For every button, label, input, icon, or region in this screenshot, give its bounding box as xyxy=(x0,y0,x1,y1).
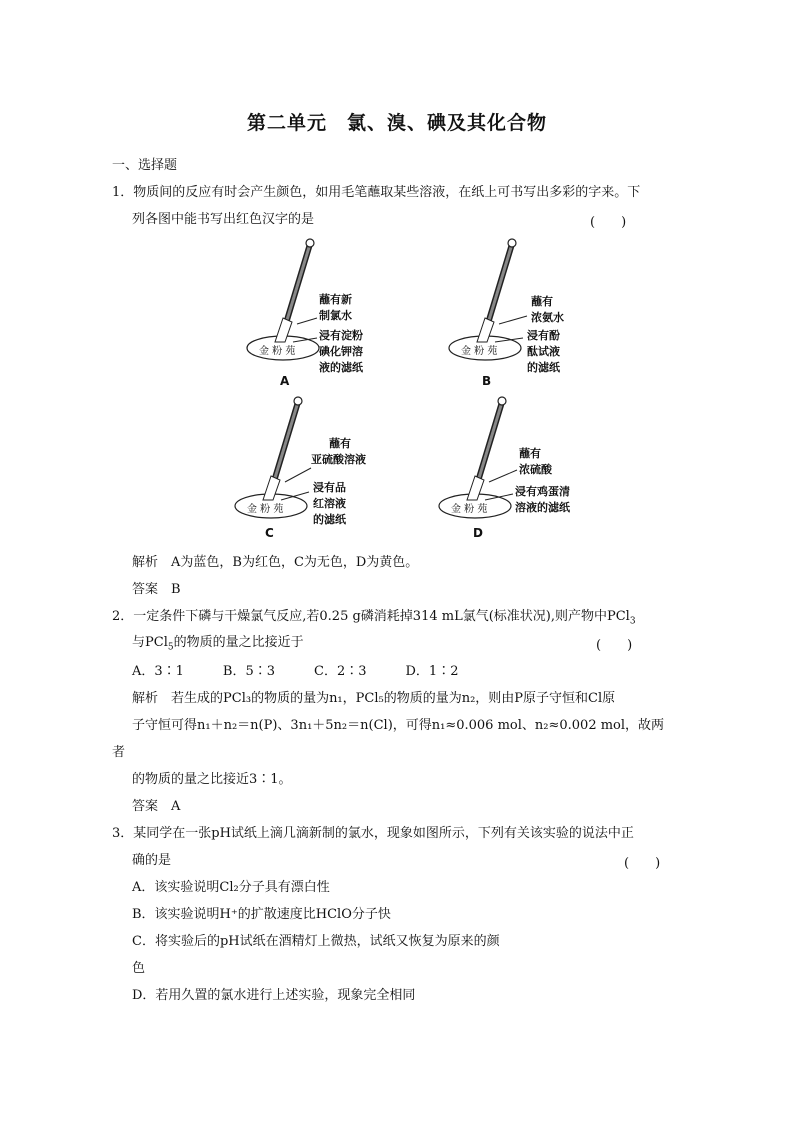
figure-c xyxy=(233,396,433,546)
annotation-top: 蘸有 浓氨水 xyxy=(531,295,564,324)
oval-label: 金 粉 苑 xyxy=(247,504,284,515)
q2-answer-bracket: ( ) xyxy=(596,638,633,653)
q1-stem-line2: 列各图中能书写出红色汉字的是 xyxy=(132,212,315,227)
q3-option-b: B．该实验说明H⁺的扩散速度比HClO分子快 xyxy=(132,907,391,922)
figure-letter: B xyxy=(482,374,492,388)
figure-b xyxy=(447,238,627,388)
q2-analysis-line2: 子守恒可得n₁＋n₂＝n(P)、3n₁＋5n₂＝n(Cl)，可得n₁≈0.006 mol、n₂≈0.002 mol，故两 xyxy=(132,718,665,733)
q1-stem-line1: 1．物质间的反应有时会产生颜色，如用毛笔蘸取某些溶液，在纸上可书写出多彩的字来。下 xyxy=(112,185,641,200)
oval-label: 金 粉 苑 xyxy=(451,504,488,515)
q2-analysis-line3: 者 xyxy=(112,745,126,760)
annotation-top: 蘸有 亚硫酸溶液 xyxy=(311,437,366,466)
annotation-bottom: 浸有鸡蛋清 溶液的滤纸 xyxy=(515,485,570,514)
q3-option-a: A．该实验说明Cl₂分子具有漂白性 xyxy=(132,880,330,895)
annotation-bottom: 浸有品 红溶液 的滤纸 xyxy=(313,481,346,526)
q2-stem-line2: 与PCl$_5$的物质的量之比接近于 xyxy=(132,635,304,653)
oval-label: 金 粉 苑 xyxy=(259,346,296,357)
q2-analysis-line4: 的物质的量之比接近3∶1。 xyxy=(132,772,292,787)
q2-options: A．3∶1 B．5∶3 C．2∶3 D．1∶2 xyxy=(132,664,459,679)
figure-letter: C xyxy=(265,526,274,540)
annotation-bottom: 浸有淀粉 碘化钾溶 液的滤纸 xyxy=(319,329,363,374)
q1-analysis: 解析 A为蓝色，B为红色，C为无色，D为黄色。 xyxy=(132,555,419,570)
q1-answer: 答案 B xyxy=(132,582,181,597)
annotation-bottom: 浸有酚 酞试液 的滤纸 xyxy=(527,329,560,374)
q2-stem-line1: 2．一定条件下磷与干燥氯气反应,若0.25 g磷消耗掉314 mL氯气(标准状况),则产物中PCl$_3$ xyxy=(112,609,636,627)
q1-answer-bracket: ( ) xyxy=(590,215,627,230)
q2-answer: 答案 A xyxy=(132,799,181,814)
q2-analysis-line1: 解析 若生成的PCl₃的物质的量为n₁，PCl₅的物质的量为n₂，则由P原子守恒和Cl原 xyxy=(132,691,616,706)
q3-stem-line1: 3．某同学在一张pH试纸上滴几滴新制的氯水，现象如图所示，下列有关该实验的说法中正 xyxy=(112,826,634,841)
figure-letter: D xyxy=(473,526,483,540)
annotation-top: 蘸有新 制氯水 xyxy=(319,293,352,322)
q3-stem-line2: 确的是 xyxy=(132,853,172,868)
q3-option-c-line2: 色 xyxy=(132,961,146,976)
figure-letter: A xyxy=(280,374,290,388)
q3-option-c-line1: C．将实验后的pH试纸在酒精灯上微热，试纸又恢复为原来的颜 xyxy=(132,934,500,949)
annotation-top: 蘸有 浓硫酸 xyxy=(519,447,552,476)
q3-answer-bracket: ( ) xyxy=(624,856,661,871)
page-title: 第二单元 氯、溴、碘及其化合物 xyxy=(246,112,547,134)
section-heading: 一、选择题 xyxy=(112,158,178,173)
figure-d xyxy=(437,396,637,546)
oval-label: 金 粉 苑 xyxy=(461,346,498,357)
figure-a xyxy=(245,238,425,388)
q3-option-d: D．若用久置的氯水进行上述实验，现象完全相同 xyxy=(132,988,416,1003)
